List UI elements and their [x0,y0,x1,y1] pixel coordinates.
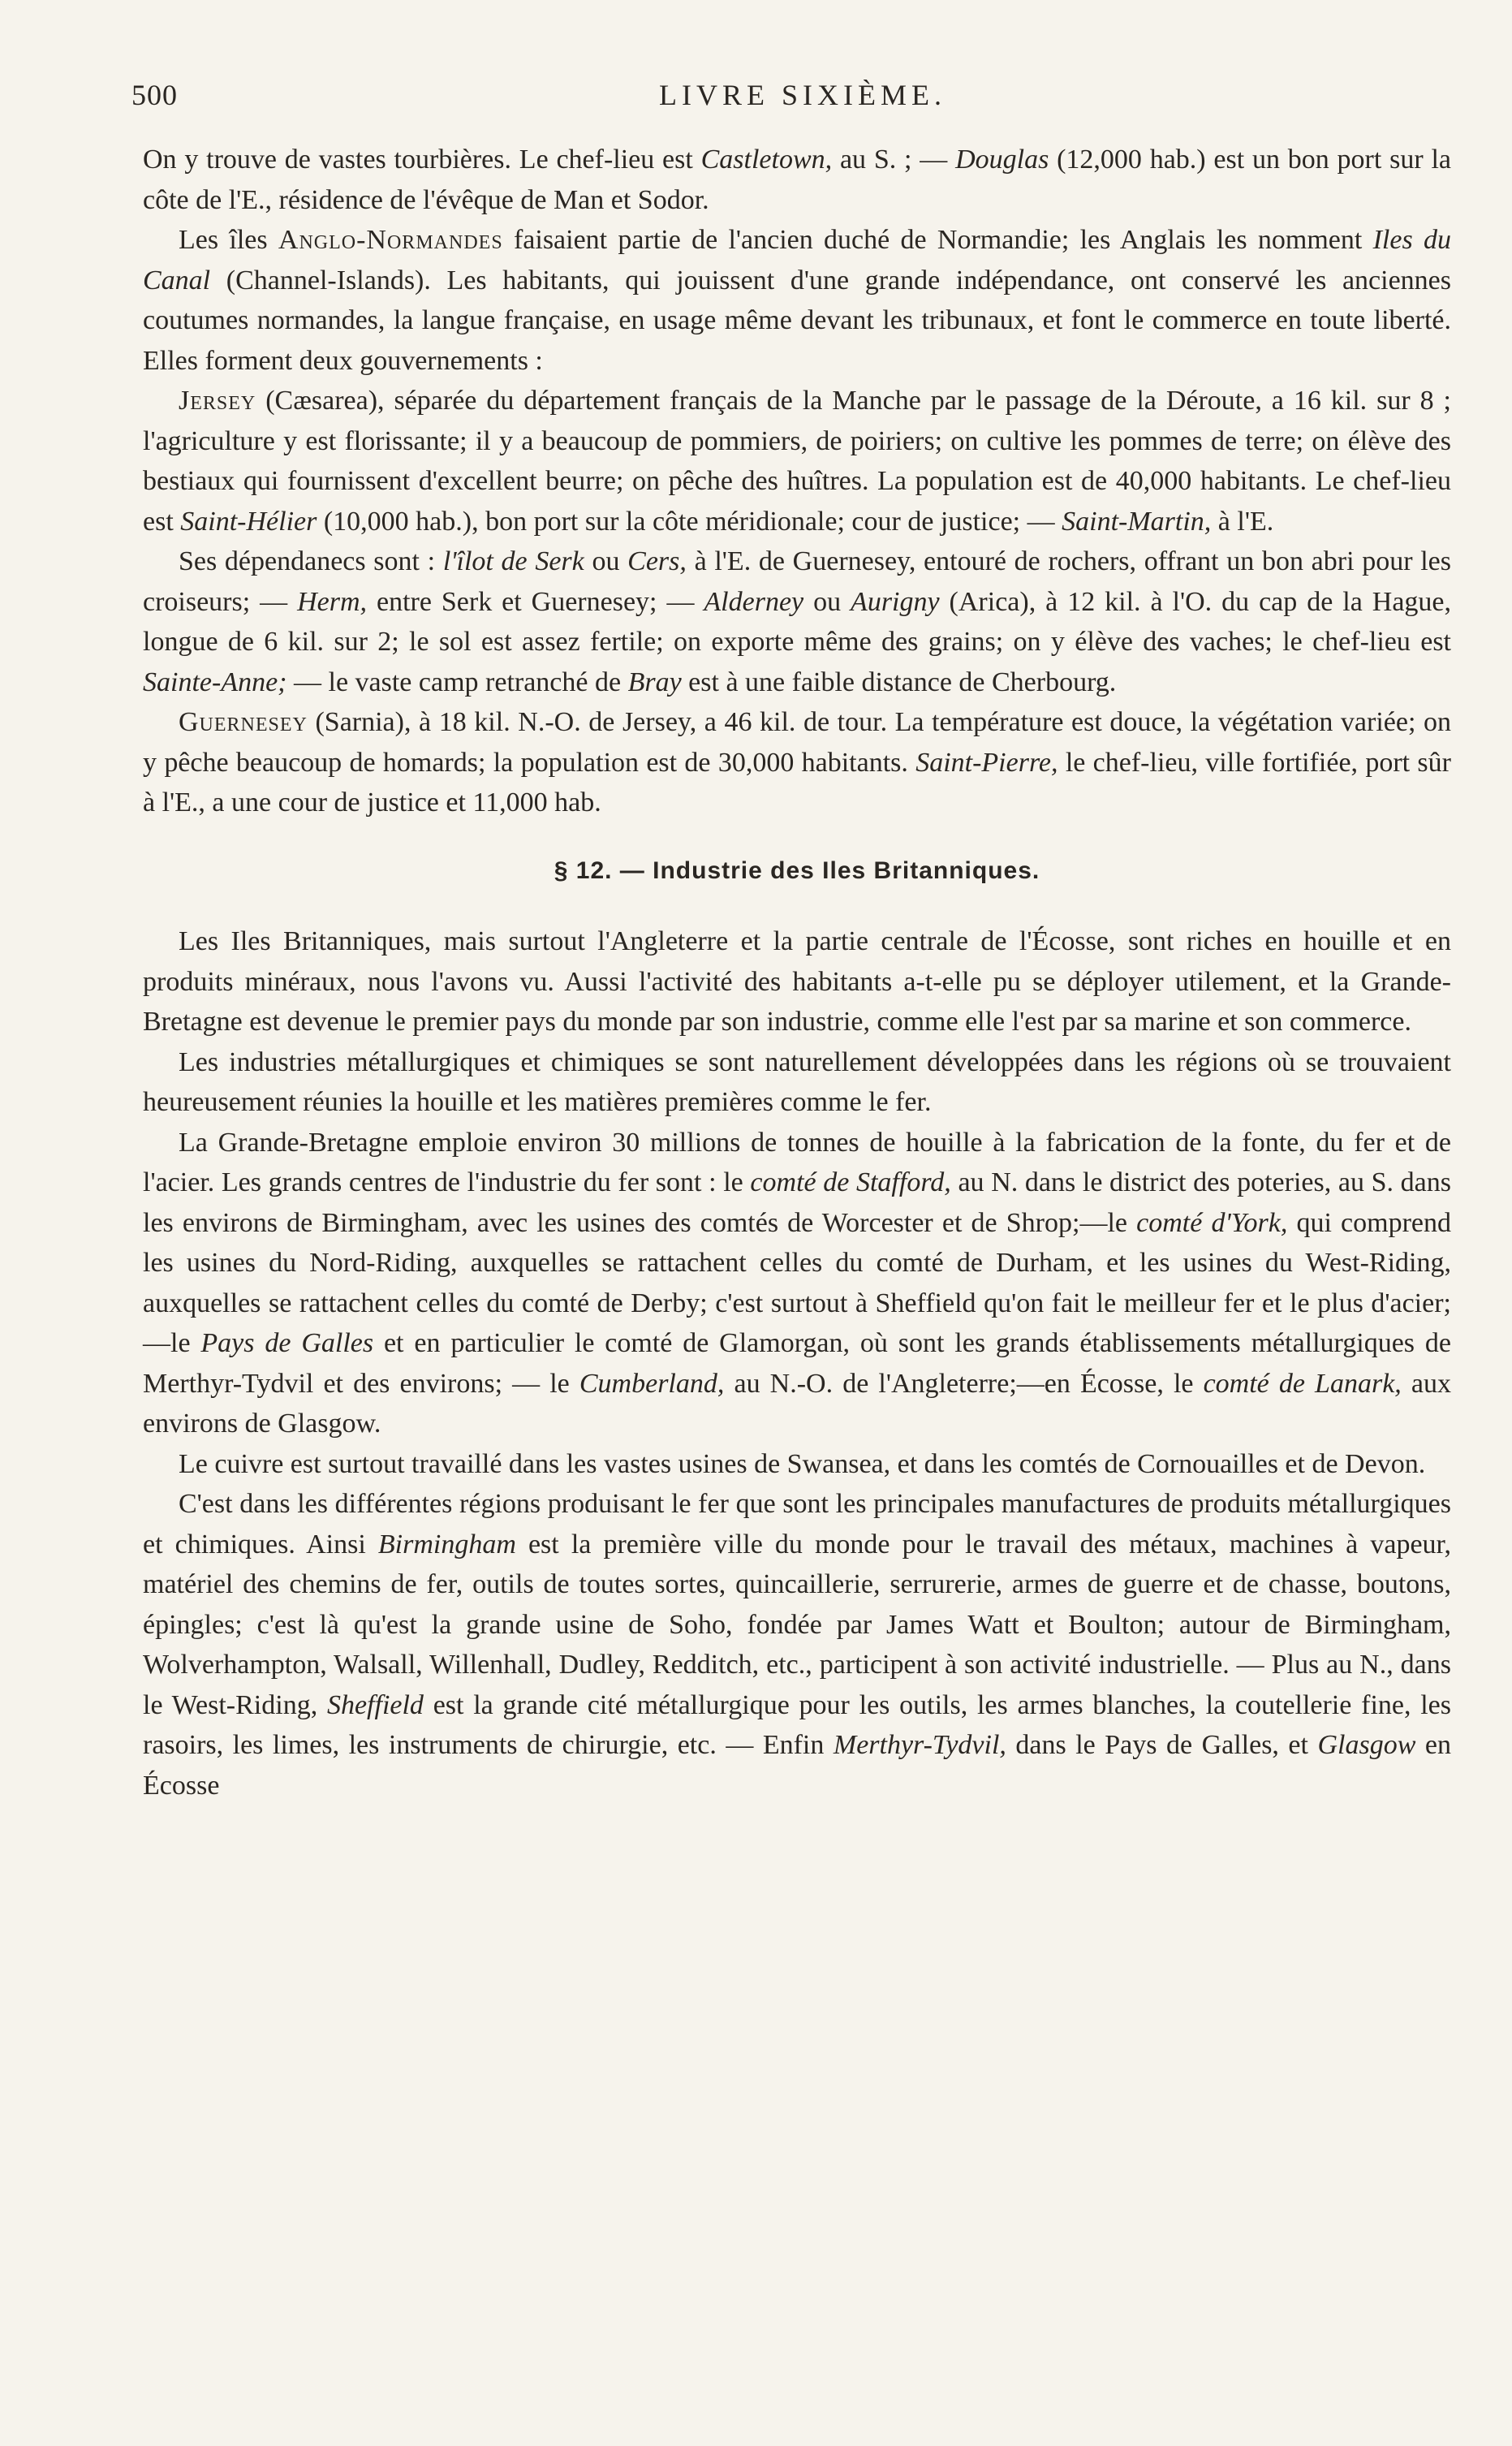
text-run: ou [584,546,628,576]
place-name: Sainte-Anne; [143,667,287,697]
text-run: aux environs de Glasgow. [143,1368,1451,1439]
paragraph-isle-of-man [143,140,1451,220]
text-run: et en particulier le comté de Glamorgan, où sont les grands établissements métallurgiques de Merthyr-Tydvil et des environs; — le [143,1328,1451,1399]
text-run: C'est dans les différentes régions produisant le fer que sont les principales manufactures de produits métallurgiques et chimiques. Ainsi [143,1489,1451,1559]
text-run: (Arica), à 12 kil. à l'O. du cap de la Hague, longue de 6 kil. sur 2; le sol est assez fertile; on exporte même des grains; on y élève des vaches; le chef-lieu est [143,586,1451,657]
place-name: Birmingham [377,1529,516,1559]
text-run: au N. dans le district des poteries, au S. dans les environs de Birmingham, avec les usines des comtés de Worcester et de Shrop;—le [143,1167,1451,1238]
place-name: Glasgow [1317,1730,1416,1760]
place-name: Bray [627,667,682,697]
text-run: Les îles [179,225,278,255]
place-name: Castletown, [700,145,833,175]
small-caps-term: Jersey [179,386,256,416]
text-run: (12,000 hab.) est un bon port sur la côte de l'E., résidence de l'évêque de Man et Sodor. [143,145,1451,215]
place-name: comté de Lanark, [1203,1368,1402,1399]
paragraph-metallurgie: Les industries métallurgiques et chimiques se sont naturellement développées dans les régions où se trouvaient heureusement réunies la houille et les matières premières comme le fer. [143,1046,1451,1117]
text-run: — le vaste camp retranché de [286,667,628,697]
body-text [143,140,1451,1805]
place-name: comté de Stafford, [750,1167,951,1197]
text-run: qui comprend les usines du Nord-Riding, auxquelles se rattachent celles du comté de Durham, et les usines du West-Riding, auxquelles se rattachent celles du comté de Derby; c'est surtout à Sheffield qu'on fait le meilleur fer et le plus d'acier;—le [143,1207,1451,1358]
running-head: LIVRE SIXIÈME. [659,79,946,111]
text-run: en Écosse [143,1730,1451,1801]
page-header [131,78,1455,127]
place-name: comté d'York, [1136,1207,1288,1238]
place-name: l'îlot de Serk [442,546,584,576]
paragraph-industrie-intro: Les Iles Britanniques, mais surtout l'Angleterre et la partie centrale de l'Écosse, sont riches en houille et en produits minéraux, nous l'avons vu. Aussi l'activité des habitants a-t-elle pu se déployer utilement, et la Grande-Bretagne est devenue le premier pays du monde par son industrie, comme elle l'est par sa marine et son commerce. [143,926,1451,1037]
place-name: Pays de Galles [200,1328,374,1358]
place-name: Aurigny [851,586,940,617]
text-run: Ses dépendanecs sont : [179,546,443,576]
text-run: au N.-O. de l'Angleterre;—en Écosse, le [724,1368,1204,1399]
text-run: (Channel-Islands). Les habitants, qui jouissent d'une grande indépendance, ont conservé les anciennes coutumes normandes, la langue française, en usage même devant les tribunaux, et font le commerce en toute liberté. Elles forment deux gouvernements : [143,265,1451,376]
text-run: à l'E. [1211,506,1274,537]
text-run: On y trouve de vastes tourbières. Le chef-lieu est [143,145,701,175]
section-heading: § 12. — Industrie des Iles Britanniques. [554,856,1040,884]
place-name: Cers, [627,546,687,576]
place-name: Saint-Hélier [180,506,317,537]
paragraph-jersey [143,381,1451,541]
place-name: Iles du Canal [143,225,1451,296]
text-run: est à une faible distance de Cherbourg. [681,667,1117,697]
place-name: Sheffield [326,1689,424,1720]
paragraph-cuivre: Le cuivre est surtout travaillé dans les vastes usines de Swansea, et dans les comtés de Cornouailles et de Devon. [179,1448,1426,1479]
small-caps-term: Anglo-Normandes [278,225,503,255]
place-name: Cumberland, [579,1368,725,1399]
text-run: à l'E. de Guernesey, entouré de rochers, offrant un bon abri pour les croiseurs; — [143,546,1452,617]
place-name: Alderney [704,586,804,617]
paragraph-anglo-normandes [143,220,1451,381]
paragraph-guernesey [143,702,1451,823]
text-run: est la grande cité métallurgique pour les outils, les armes blanches, la coutellerie fine, les rasoirs, les limes, les instruments de chirurgie, etc. — Enfin [143,1689,1452,1760]
text-run: le chef-lieu, ville fortifiée, port sûr à l'E., a une cour de justice et 11,000 hab. [143,747,1451,817]
text-run: (10,000 hab.), bon port sur la côte méridionale; cour de justice; — [317,506,1062,537]
text-run: faisaient partie de l'ancien duché de Normandie; les Anglais les nomment [502,225,1373,255]
text-run: dans le Pays de Galles, et [1006,1730,1318,1760]
place-name: Saint-Pierre, [915,747,1058,778]
place-name: Herm, [297,586,368,617]
place-name: Douglas [955,145,1049,175]
text-run: au S. ; — [832,145,956,175]
paragraph-manufactures [143,1484,1451,1805]
text-run: La Grande-Bretagne emploie environ 30 millions de tonnes de houille à la fabrication de la fonte, du fer et de l'acier. Les grands centres de l'industrie du fer sont : le [143,1127,1451,1197]
text-run: (Cæsarea), séparée du département français de la Manche par le passage de la Déroute, a 16 kil. sur 8 ; l'agriculture y est florissante; il y a beaucoup de pommiers, de poiriers; on cultive les pommes de terre; on élève des bestiaux qui fournissent d'excellent beurre; on pêche des huîtres. La population est de 40,000 habitants. Le chef-lieu est [143,386,1451,537]
text-run: (Sarnia), à 18 kil. N.-O. de Jersey, a 46 kil. de tour. La température est douce, la végétation variée; on y pêche beaucoup de homards; la population est de 30,000 habitants. [143,707,1451,778]
place-name: Merthyr-Tydvil, [833,1730,1006,1760]
page-number: 500 [131,79,178,111]
paragraph-fer [143,1123,1451,1444]
place-name: Saint-Martin, [1062,506,1212,537]
small-caps-term: Guernesey [179,707,308,737]
paragraph-dependances [143,541,1451,702]
text-run: ou [803,586,851,617]
text-run: entre Serk et Guernesey; — [367,586,704,617]
text-run: est la première ville du monde pour le travail des métaux, machines à vapeur, matériel des chemins de fer, outils de toutes sortes, quincaillerie, serrurerie, armes de guerre et de chasse, boutons, épingles; c'est là qu'est la grande usine de Soho, fondée par James Watt et Boulton; autour de Birmingham, Wolverhampton, Walsall, Willenhall, Dudley, Redditch, etc., participent à son activité industrielle. — Plus au N., dans le West-Riding, [143,1529,1451,1720]
